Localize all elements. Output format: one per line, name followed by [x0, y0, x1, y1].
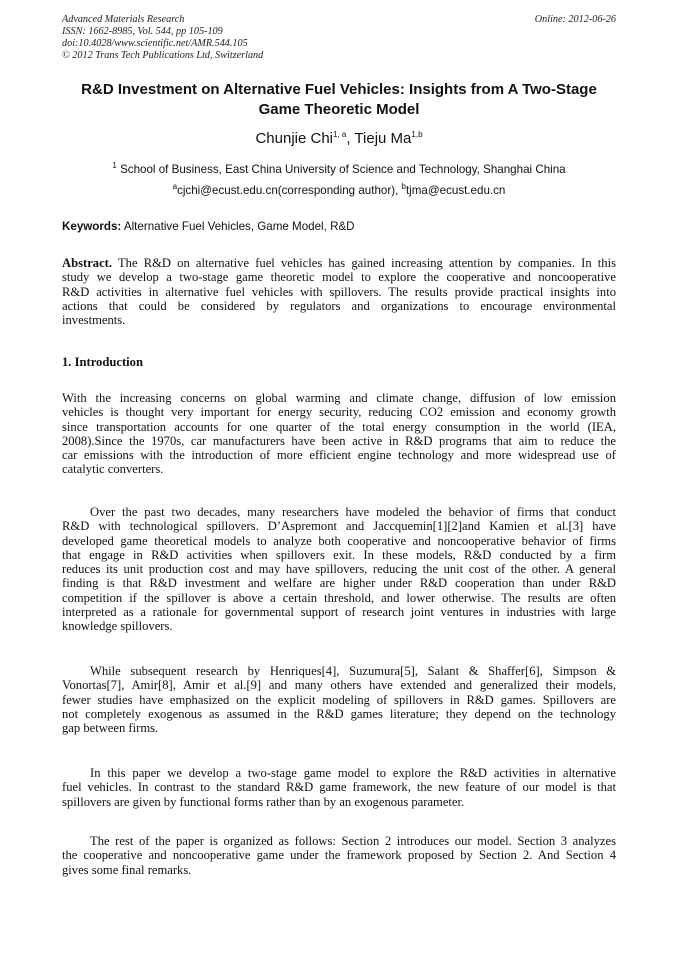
author-2-affil: 1,b — [411, 130, 423, 139]
issn-line: ISSN: 1662-8985, Vol. 544, pp 105-109 — [62, 26, 223, 37]
paragraph-line: The rest of the paper is organized as follows: Section 2 introduces our model. Section 3 analyzes — [90, 834, 616, 848]
paragraph-line: Over the past two decades, many researchers have modeled the behavior of firms that conduct — [90, 505, 616, 519]
paragraph-line: not completely exogenous as assumed in the R&D games literature; they depend on the technology — [62, 706, 616, 721]
author-1: Chunjie Chi — [255, 130, 334, 147]
author-emails — [62, 184, 616, 198]
email-a-marker: a — [172, 182, 178, 192]
paragraph-line: knowledge spillovers. — [62, 619, 173, 634]
paragraph-line: spillovers are given by functional forms rather than by an exogenous parameter. — [62, 794, 465, 809]
paragraph-line: catalytic converters. — [62, 462, 164, 477]
author-separator: , — [346, 130, 355, 147]
paragraph-line: R&D with technological spillovers. D’Aspremont and Jaccquemin[1][2]and Kamien et al.[3] have — [62, 519, 616, 534]
title-line-1: R&D Investment on Alternative Fuel Vehicles: Insights from A Two-Stage — [81, 81, 597, 98]
paragraph-line: gives some final remarks. — [62, 862, 192, 877]
paragraph-line: interpreted as a rationale for governmental support of research joint ventures in industries with large — [62, 605, 616, 620]
abstract-line: study we develop a two-stage game theoretic model to explore the cooperative and noncooperative — [62, 270, 616, 285]
online-date: Online: 2012-06-26 — [534, 14, 616, 25]
paragraph-1 — [62, 391, 616, 477]
paragraph-line: that engage in R&D activities when spillovers exit. In these models, R&D conducted by a firm — [62, 547, 616, 562]
email-a: cjchi@ecust.edu.cn(corresponding author), — [177, 184, 402, 197]
abstract-line: actions that could be considered by regulators and organizations to encourage environmental — [62, 298, 616, 313]
paragraph-line: With the increasing concerns on global warming and climate change, diffusion of low emission — [62, 391, 616, 405]
affiliation-marker: 1 — [112, 161, 117, 171]
keywords-label: Keywords: — [62, 220, 122, 233]
abstract-line: R&D activities in alternative fuel vehicles with spillovers. The results provide practical insights into — [62, 284, 616, 299]
doi-line: doi:10.4028/www.scientific.net/AMR.544.105 — [62, 38, 248, 49]
title-line-2: Game Theoretic Model — [258, 101, 420, 118]
abstract — [62, 256, 616, 327]
paragraph-line: 2008).Since the 1970s, car manufacturers have been active in R&D programs that aim to reduce the — [62, 433, 616, 448]
author-1-affil: 1, a — [333, 130, 347, 139]
paper-title — [62, 80, 616, 120]
paragraph-line: fewer studies have emphasized on the explicit modeling of spillovers in R&D games. Spillovers are — [62, 692, 616, 707]
paragraph-line: reduces its unit production cost and may have spillovers, reducing the unit cost of the other. A general — [62, 562, 616, 577]
author-list — [62, 130, 616, 148]
affiliation-text: School of Business, East China University of Science and Technology, Shanghai China — [120, 163, 566, 176]
keywords-text: Alternative Fuel Vehicles, Game Model, R&D — [121, 220, 355, 233]
email-b-marker: b — [401, 182, 406, 192]
journal-name: Advanced Materials Research — [62, 14, 185, 25]
paragraph-line: fuel vehicles. In contrast to the standard R&D game framework, the new feature of our model is that — [62, 780, 616, 795]
paragraph-4 — [62, 766, 616, 809]
copyright-line: © 2012 Trans Tech Publications Ltd, Switzerland — [62, 50, 264, 61]
paragraph-line: competition if the spillover is above a certain threshold, and lower otherwise. The results are often — [62, 590, 616, 605]
paragraph-line: finding is that R&D investment and welfare are higher under R&D cooperation than under R&D — [62, 576, 616, 591]
journal-header — [62, 14, 616, 62]
paragraph-line: car emissions with the introduction of more efficient engine technology and more widespread use of — [62, 448, 616, 463]
author-2: Tieju Ma — [354, 130, 412, 147]
paragraph-5 — [62, 834, 616, 877]
paragraph-line: since transportation accounts for one quarter of the total energy consumption in the world (IEA, — [62, 419, 616, 434]
paragraph-line: developed game theoretical models to analyze both cooperative and noncooperative behavior of firms — [62, 533, 616, 548]
email-b: tjma@ecust.edu.cn — [405, 184, 506, 197]
paragraph-line: Vonortas[7], Amir[8], Amir et al.[9] and many others have extended and generalized their models, — [62, 678, 616, 693]
paragraph-line: the cooperative and noncooperative game under the framework proposed by Section 2. And Section 4 — [62, 848, 616, 863]
abstract-line: Abstract. The R&D on alternative fuel vehicles has gained increasing attention by companies. In this — [62, 256, 616, 270]
paragraph-line: While subsequent research by Henriques[4], Suzumura[5], Salant & Shaffer[6], Simpson & — [90, 664, 616, 678]
affiliation — [62, 163, 616, 177]
keywords — [62, 220, 616, 234]
section-heading: 1. Introduction — [62, 355, 143, 369]
paragraph-line: In this paper we develop a two-stage game model to explore the R&D activities in alternative — [90, 766, 616, 780]
paragraph-2 — [62, 505, 616, 634]
paragraph-line: gap between firms. — [62, 721, 159, 736]
abstract-line: investments. — [62, 313, 126, 328]
abstract-label: Abstract. — [62, 256, 113, 270]
paragraph-3 — [62, 664, 616, 735]
paragraph-line: vehicles is thought very important for energy security, reducing CO2 emission and economy growth — [62, 405, 616, 420]
